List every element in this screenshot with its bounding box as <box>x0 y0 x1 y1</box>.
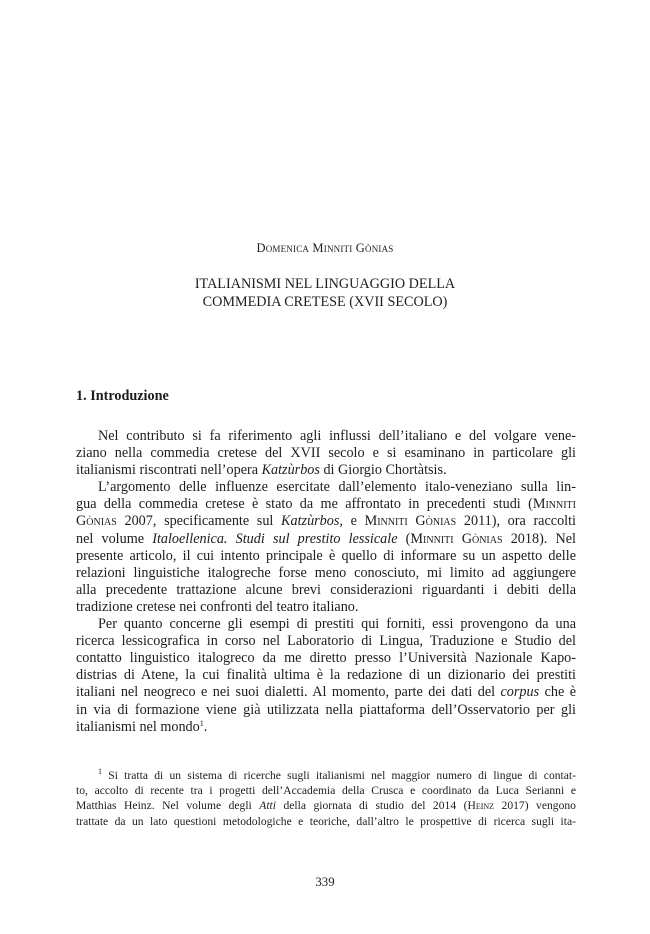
citation-author: Heinz <box>467 799 495 813</box>
citation-author: Minniti <box>532 496 576 513</box>
paragraph-2 <box>76 479 576 616</box>
text-line: L’argomento delle influenze esercitate dall’elemento italo-veneziano sulla lin- <box>98 479 576 496</box>
work-title: Italoellenica. Studi sul prestito lessicale <box>152 530 398 547</box>
body-text <box>76 428 576 736</box>
text-line: presente articolo, il cui intento principale è quello di informare su un aspetto delle <box>76 547 576 564</box>
footnote-line: Matthias Heinz. Nel volume degli Atti della giornata di studio del 2014 (Heinz 2017) vengono <box>76 799 576 813</box>
footnote-line: trattate da un lato questioni metodologiche e teoriche, dall’altro le prospettive di ricerca sugli ita- <box>76 814 576 828</box>
text-line: Gònias 2007, specificamente sul Katzùrbos, e Minniti Gònias 2011), ora raccolti <box>76 513 576 530</box>
page-number: 339 <box>315 875 335 889</box>
text-line: alla precedente trattazione alcune brevi considerazioni riguardanti i debiti della <box>76 581 576 598</box>
title-line: COMMEDIA CRETESE (XVII SECOLO) <box>202 294 448 310</box>
text-line: italianismi riscontrati nell’opera Katzùrbos di Giorgio Chortàtsis. <box>76 462 447 479</box>
text-line: in via di formazione viene già utilizzata nella piattaforma dell’Osservatorio per gli <box>76 701 576 718</box>
text-line: distrias di Atene, la cui finalità ultima è la redazione di un dizionario dei prestiti <box>76 667 576 684</box>
footnote <box>76 768 576 829</box>
latin-term: corpus <box>500 684 540 701</box>
citation-author: Minniti Gònias <box>410 530 503 547</box>
text-line: italiani nel neogreco e nei suoi dialetti. Al momento, parte dei dati del corpus che è <box>76 684 576 701</box>
author-name: Domenica Minniti Gònias <box>256 241 394 255</box>
article-title <box>0 275 650 311</box>
title-line: ITALIANISMI NEL LINGUAGGIO DELLA <box>194 276 456 292</box>
work-title: Katzùrbos <box>281 513 340 530</box>
section-heading: 1. Introduzione <box>76 388 169 404</box>
paragraph-1 <box>76 428 576 479</box>
text-line: tradizione cretese nei confronti del teatro italiano. <box>76 598 359 615</box>
footnote-mark: 1 <box>98 767 102 776</box>
text-line: ricerca lessicografica in corso nel Laboratorio di Lingua, Traduzione e Studio del <box>76 633 576 650</box>
text-line: italianismi nel mondo$^1$. <box>76 718 208 735</box>
citation-author: Gònias <box>76 513 117 530</box>
footnote-line: to, accolto di recente tra i progetti dell’Accademia della Crusca e coordinato da Luca Serianni e <box>76 784 576 798</box>
text-line: gua della commedia cretese è stato da me affrontato in precedenti studi (Minniti <box>76 496 576 513</box>
work-title: Katzùrbos <box>261 462 320 479</box>
footnote-ref[interactable]: 1 <box>199 718 204 728</box>
text-line: relazioni linguistiche italogreche forse meno conosciuto, mi limito ad aggiungere <box>76 564 576 581</box>
work-title: Atti <box>259 799 276 813</box>
text-line: Nel contributo si fa riferimento agli influssi dell’italiano e del volgare vene- <box>98 428 576 444</box>
citation-author: Minniti Gònias <box>364 513 457 530</box>
paragraph-3 <box>76 616 576 736</box>
text-line: ziano nella commedia cretese del XVII secolo e si esaminano in particolare gli <box>76 445 576 462</box>
text-line: Per quanto concerne gli esempi di prestiti qui forniti, essi provengono da una <box>98 616 576 633</box>
footnote-line: $^1$ Si tratta di un sistema di ricerche sugli italianismi nel maggior numero di lingue di contat- <box>98 767 576 782</box>
text-line: contatto linguistico italogreco da me diretto presso l’Università Nazionale Kapo- <box>76 650 576 667</box>
text-line: nel volume Italoellenica. Studi sul prestito lessicale (Minniti Gònias 2018). Nel <box>76 530 576 547</box>
